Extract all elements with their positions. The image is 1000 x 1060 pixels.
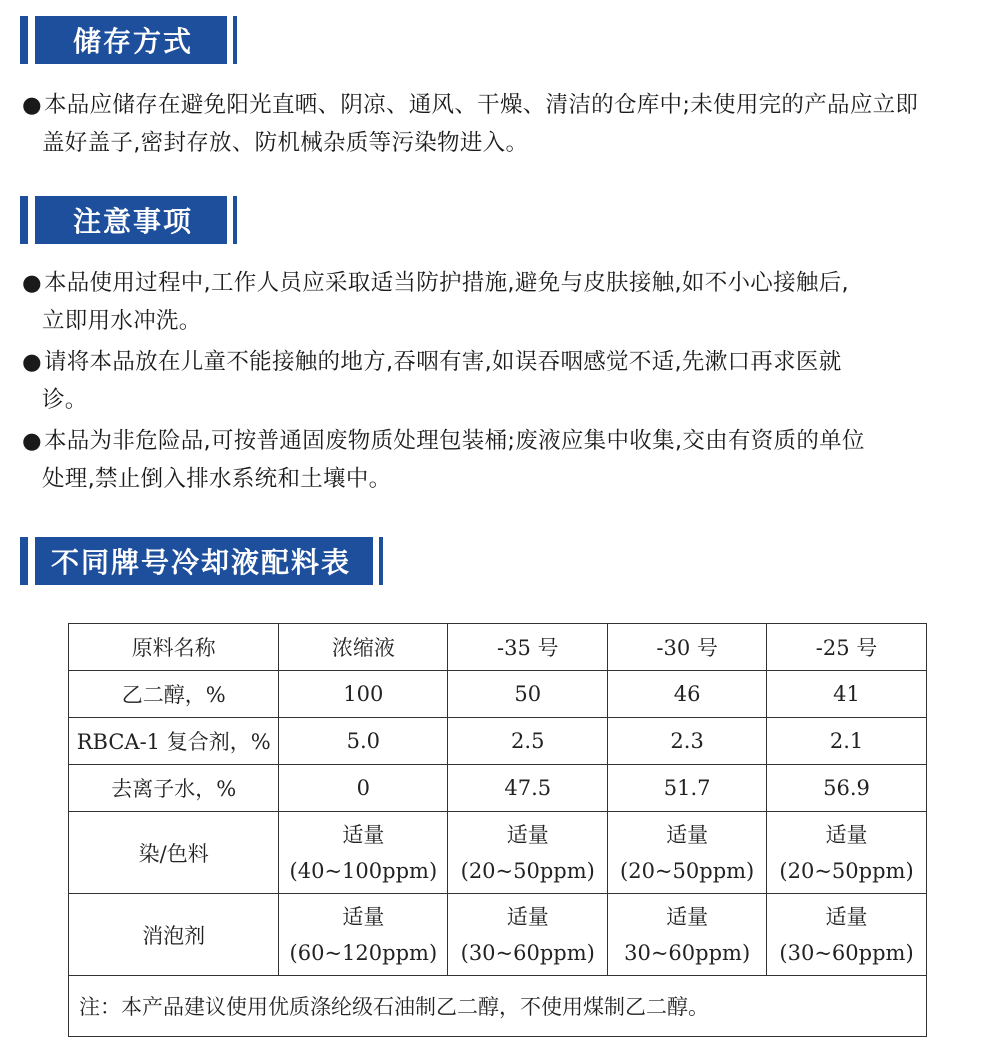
cell-line: 适量 [506,904,549,929]
paragraph-line: 本品为非危险品,可按普通固废物质处理包装桶;废液应集中收集,交由有资质的单位 [43,428,865,454]
cell-line: 适量 [825,904,868,929]
cell-line: (40~100ppm) [289,858,438,883]
table-cell [279,894,448,976]
section-title: 注意事项 [35,196,227,244]
table-cell: 0 [279,765,448,812]
header-tail-bar [233,16,237,64]
precaution-paragraph-3 [22,422,987,498]
table-cell [279,812,448,894]
paragraph-line: 请将本品放在儿童不能接触的地方,吞咽有害,如误吞咽感觉不适,先漱口再求医就 [43,349,842,375]
table-row [69,671,927,718]
table-header-row [69,624,927,671]
cell-line: (60~120ppm) [289,940,438,965]
paragraph-line: 处理,禁止倒入排水系统和土壤中。 [42,466,392,492]
table-cell: 100 [279,671,448,718]
table-cell: 2.3 [608,718,767,765]
header-accent-bar [20,16,28,64]
table-cell: 51.7 [608,765,767,812]
table-cell: 去离子水，% [69,765,279,812]
cell-line: 适量 [342,822,385,847]
table-header-cell: 原料名称 [69,624,279,671]
table-header-cell: -30 号 [608,624,767,671]
table-cell: 2.5 [448,718,608,765]
table-cell: RBCA-1 复合剂，% [69,718,279,765]
bullet-icon: ● [22,349,42,375]
table-cell: 41 [767,671,927,718]
cell-line: 适量 [825,822,868,847]
table-cell [448,812,608,894]
cell-line: 30~60ppm) [624,940,751,965]
header-accent-bar [20,537,28,585]
paragraph-line: 本品使用过程中,工作人员应采取适当防护措施,避免与皮肤接触,如不小心接触后, [43,270,849,296]
section-header-storage [20,16,237,64]
table-cell: 染/色料 [69,812,279,894]
table-header-cell: -25 号 [767,624,927,671]
bullet-icon: ● [22,270,42,296]
cell-line: (20~50ppm) [620,858,755,883]
bullet-icon: ● [22,92,42,118]
table-cell [767,894,927,976]
cell-line: (20~50ppm) [460,858,595,883]
paragraph-line: 盖好盖子,密封存放、防机械杂质等污染物进入。 [42,130,529,156]
table-row [69,765,927,812]
header-tail-bar [379,537,383,585]
table-cell [608,812,767,894]
paragraph-line: 本品应储存在避免阳光直晒、阴凉、通风、干燥、清洁的仓库中;未使用完的产品应立即 [43,92,919,118]
cell-line: 适量 [666,904,709,929]
cell-line: 适量 [506,822,549,847]
table-cell: 5.0 [279,718,448,765]
storage-paragraph [22,86,987,162]
table-cell [448,894,608,976]
table-cell: 2.1 [767,718,927,765]
table-cell: 乙二醇，% [69,671,279,718]
table-row [69,812,927,894]
paragraph-line: 立即用水冲洗。 [42,308,202,334]
table-cell: 46 [608,671,767,718]
table-header-cell: 浓缩液 [279,624,448,671]
section-title: 不同牌号冷却液配料表 [35,537,373,585]
cell-line: (20~50ppm) [779,858,914,883]
table-cell [767,812,927,894]
section-header-formula-table [20,537,383,585]
paragraph-line: 诊。 [42,387,88,413]
table-note-row [69,976,927,1037]
bullet-icon: ● [22,428,42,454]
table-header-cell: -35 号 [448,624,608,671]
cell-line: (30~60ppm) [779,940,914,965]
cell-line: (30~60ppm) [460,940,595,965]
header-accent-bar [20,196,28,244]
section-header-precautions [20,196,237,244]
precaution-paragraph-1 [22,264,987,340]
cell-line: 适量 [342,904,385,929]
table-cell: 47.5 [448,765,608,812]
table-cell: 消泡剂 [69,894,279,976]
header-tail-bar [233,196,237,244]
formula-table [68,623,927,1037]
table-cell [608,894,767,976]
table-cell: 50 [448,671,608,718]
section-title: 储存方式 [35,16,227,64]
table-cell: 56.9 [767,765,927,812]
cell-line: 适量 [666,822,709,847]
table-row [69,894,927,976]
precaution-paragraph-2 [22,343,987,419]
table-row [69,718,927,765]
table-note: 注：本产品建议使用优质涤纶级石油制乙二醇，不使用煤制乙二醇。 [69,976,927,1037]
